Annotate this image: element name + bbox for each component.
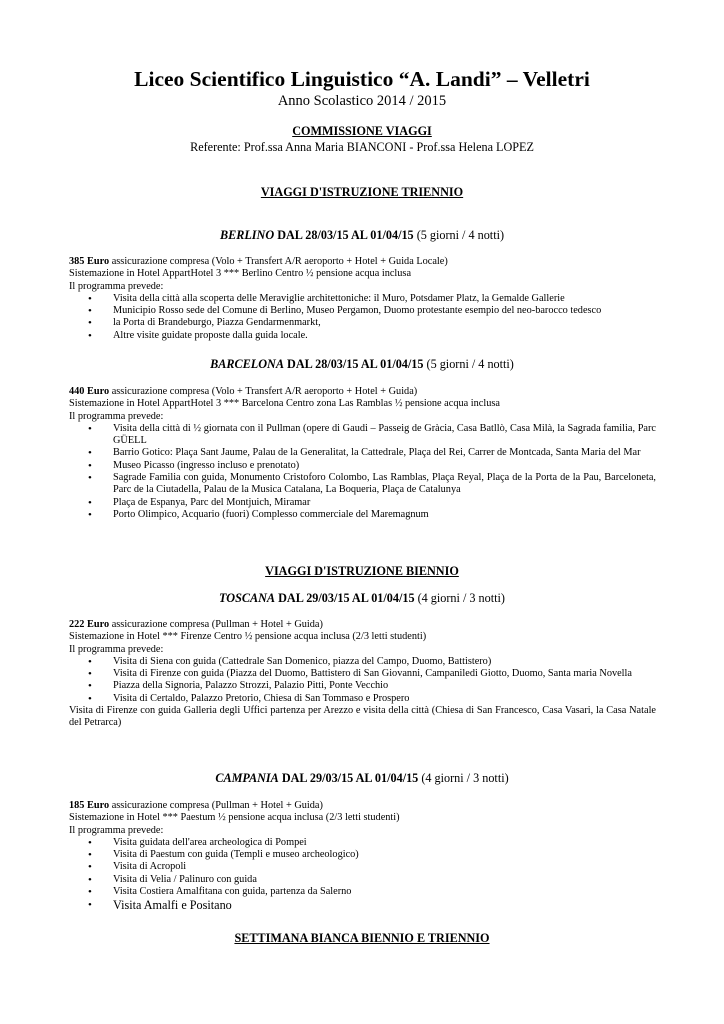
trip-title-campania bbox=[0, 771, 724, 786]
trip-duration: (4 giorni / 3 notti) bbox=[414, 591, 505, 605]
price-note: assicurazione compresa (Volo + Transfert A/R aeroporto + Hotel + Guida Locale) bbox=[109, 256, 448, 267]
list-item bbox=[69, 861, 656, 873]
extra-visit-text: Visita di Firenze con guida Galleria degli Uffici partenza per Arezzo e visita della città (Chiesa di San Francesco, Casa Vasari, la Casa Natale del Petrarca) bbox=[69, 705, 656, 729]
list-item bbox=[69, 693, 656, 705]
list-item bbox=[69, 837, 656, 849]
trip-details-toscana bbox=[69, 619, 656, 730]
trip-title-berlino bbox=[0, 228, 724, 243]
price-amount: 440 Euro bbox=[69, 386, 110, 397]
bullet-icon: • bbox=[88, 329, 92, 342]
trip-place: BERLINO bbox=[219, 228, 275, 242]
price-amount: 385 Euro bbox=[69, 256, 110, 267]
bullet-icon: • bbox=[88, 680, 92, 693]
trip-place: BARCELONA bbox=[210, 357, 284, 371]
list-item-text: Municipio Rosso sede del Comune di Berlino, Museo Pergamon, Duomo protestante esempio del neo-barocco tedesco bbox=[113, 305, 602, 317]
list-item bbox=[69, 317, 656, 329]
bullet-icon: • bbox=[88, 836, 92, 849]
list-item-text: Visita Amalfi e Positano bbox=[113, 898, 232, 913]
trip-title-toscana bbox=[0, 591, 724, 606]
trip-duration: (5 giorni / 4 notti) bbox=[413, 228, 505, 242]
list-item bbox=[69, 472, 656, 497]
bullet-icon: • bbox=[88, 899, 92, 912]
list-item bbox=[69, 849, 656, 861]
price-line bbox=[69, 256, 656, 268]
bullet-icon: • bbox=[88, 655, 92, 668]
list-item-text: Visita guidata dell'area archeologica di Pompei bbox=[113, 836, 307, 848]
list-item-text: Piazza della Signoria, Palazzo Strozzi, Palazio Pitti, Ponte Vecchio bbox=[113, 680, 389, 692]
program-label: Il programma prevede: bbox=[69, 410, 164, 422]
school-year: Anno Scolastico 2014 / 2015 bbox=[277, 93, 447, 109]
trip-dates: DAL 28/03/15 AL 01/04/15 bbox=[283, 357, 424, 371]
price-amount: 185 Euro bbox=[69, 800, 110, 811]
list-item bbox=[69, 330, 656, 342]
bullet-icon: • bbox=[88, 292, 92, 305]
list-item bbox=[69, 305, 656, 317]
program-list bbox=[69, 837, 656, 912]
hotel-line: Sistemazione in Hotel *** Firenze Centro ½ pensione acqua inclusa (2/3 letti studenti) bbox=[69, 631, 427, 643]
bullet-icon: • bbox=[88, 305, 92, 318]
trip-duration: (5 giorni / 4 notti) bbox=[423, 357, 514, 371]
hotel-line: Sistemazione in Hotel AppartHotel 3 *** Barcelona Centro zona Las Ramblas ½ pensione acqua inclusa bbox=[69, 398, 500, 410]
program-label: Il programma prevede: bbox=[69, 280, 164, 292]
program-list bbox=[69, 293, 656, 342]
section-heading-biennio: VIAGGI D'ISTRUZIONE BIENNIO bbox=[265, 564, 459, 578]
trip-place: CAMPANIA bbox=[215, 771, 279, 785]
list-item bbox=[69, 898, 656, 912]
list-item-text: Museo Picasso (ingresso incluso e prenotato) bbox=[113, 459, 300, 471]
program-list bbox=[69, 656, 656, 705]
trip-duration: (4 giorni / 3 notti) bbox=[418, 771, 509, 785]
list-item bbox=[69, 497, 656, 509]
trip-dates: DAL 29/03/15 AL 01/04/15 bbox=[278, 771, 419, 785]
price-amount: 222 Euro bbox=[69, 619, 110, 630]
bullet-icon: • bbox=[88, 692, 92, 705]
bullet-icon: • bbox=[88, 668, 92, 681]
price-note: assicurazione compresa (Pullman + Hotel + Guida) bbox=[109, 619, 323, 630]
section-heading-triennio: VIAGGI D'ISTRUZIONE TRIENNIO bbox=[260, 185, 464, 199]
price-line bbox=[69, 386, 656, 398]
list-item-text: Plaça de Espanya, Parc del Montjuich, Miramar bbox=[113, 496, 311, 508]
program-list bbox=[69, 423, 656, 521]
hotel-line: Sistemazione in Hotel *** Paestum ½ pensione acqua inclusa (2/3 letti studenti) bbox=[69, 812, 400, 824]
list-item bbox=[69, 293, 656, 305]
list-item bbox=[69, 447, 656, 459]
bullet-icon: • bbox=[88, 422, 92, 435]
list-item bbox=[69, 656, 656, 668]
section-heading-settimana-bianca: SETTIMANA BIANCA BIENNIO E TRIENNIO bbox=[234, 931, 490, 945]
hotel-line: Sistemazione in Hotel AppartHotel 3 *** Berlino Centro ½ pensione acqua inclusa bbox=[69, 268, 412, 280]
bullet-icon: • bbox=[88, 496, 92, 509]
list-item-text: Barrio Gotico: Plaça Sant Jaume, Palau de la Generalitat, la Cattedrale, Plaça del Rei, Carrer de Montcada, Santa Maria del Mar bbox=[113, 447, 641, 459]
program-label: Il programma prevede: bbox=[69, 643, 164, 655]
trip-title-barcelona bbox=[0, 357, 724, 372]
list-item bbox=[69, 509, 656, 521]
price-line bbox=[69, 619, 656, 631]
bullet-icon: • bbox=[88, 472, 92, 485]
trip-dates: DAL 29/03/15 AL 01/04/15 bbox=[275, 591, 415, 605]
list-item bbox=[69, 886, 656, 898]
commission-heading: COMMISSIONE VIAGGI bbox=[292, 124, 432, 138]
program-label: Il programma prevede: bbox=[69, 824, 164, 836]
bullet-icon: • bbox=[88, 317, 92, 330]
price-note: assicurazione compresa (Volo + Transfert A/R aeroporto + Hotel + Guida) bbox=[109, 386, 418, 397]
list-item-text: la Porta di Brandeburgo, Piazza Gendarmenmarkt, bbox=[113, 317, 321, 329]
list-item-text: Visita di Siena con guida (Cattedrale San Domenico, piazza del Campo, Duomo, Battistero) bbox=[113, 655, 492, 667]
list-item bbox=[69, 460, 656, 472]
school-title: Liceo Scientifico Linguistico “A. Landi” – Velletri bbox=[134, 67, 590, 91]
referent-line: Referente: Prof.ssa Anna Maria BIANCONI - Prof.ssa Helena LOPEZ bbox=[190, 140, 534, 154]
bullet-icon: • bbox=[88, 459, 92, 472]
list-item-text: Visita di Acropoli bbox=[113, 861, 187, 873]
list-item bbox=[69, 680, 656, 692]
list-item-text: Sagrade Familia con guida, Monumento Cristoforo Colombo, Las Ramblas, Plaça Reyal, Plaça de la Porta de la Pau, Barceloneta, Parc de la Ciutadella, Palau de la Musica Catalana, La Boqueria, Plaça de Catalunya bbox=[113, 472, 656, 496]
trip-dates: DAL 28/03/15 AL 01/04/15 bbox=[274, 228, 414, 242]
price-line bbox=[69, 800, 656, 812]
bullet-icon: • bbox=[88, 886, 92, 899]
list-item-text: Porto Olimpico, Acquario (fuori) Complesso commerciale del Maremagnum bbox=[113, 508, 429, 520]
list-item-text: Visita di Firenze con guida (Piazza del Duomo, Battistero di San Giovanni, Campaniledi Giotto, Duomo, Santa maria Novella bbox=[113, 668, 632, 680]
list-item bbox=[69, 668, 656, 680]
list-item-text: Visita di Paestum con guida (Templi e museo archeologico) bbox=[113, 849, 359, 861]
list-item-text: Visita Costiera Amalfitana con guida, partenza da Salerno bbox=[113, 886, 352, 898]
list-item-text: Altre visite guidate proposte dalla guida locale. bbox=[113, 329, 308, 341]
list-item-text: Visita di Velia / Palinuro con guida bbox=[113, 873, 257, 885]
bullet-icon: • bbox=[88, 861, 92, 874]
trip-details-barcelona bbox=[69, 386, 656, 521]
price-note: assicurazione compresa (Pullman + Hotel + Guida) bbox=[109, 800, 323, 811]
trip-place: TOSCANA bbox=[219, 591, 276, 605]
bullet-icon: • bbox=[88, 447, 92, 460]
bullet-icon: • bbox=[88, 508, 92, 521]
list-item-text: Visita della città di ½ giornata con il Pullman (opere di Gaudi – Passeig de Gràcia, Casa Batllò, Casa Milà, la Sagrada familia, Parc GÜELL bbox=[113, 422, 656, 447]
list-item-text: Visita della città alla scoperta delle Meraviglie architettoniche: il Muro, Potsdamer Platz, la Gemalde Gallerie bbox=[113, 292, 565, 304]
bullet-icon: • bbox=[88, 873, 92, 886]
trip-details-berlino bbox=[69, 256, 656, 342]
list-item-text: Visita di Certaldo, Palazzo Pretorio, Chiesa di San Tommaso e Prospero bbox=[113, 692, 410, 704]
list-item bbox=[69, 423, 656, 448]
trip-details-campania bbox=[69, 800, 656, 912]
bullet-icon: • bbox=[88, 849, 92, 862]
list-item bbox=[69, 874, 656, 886]
